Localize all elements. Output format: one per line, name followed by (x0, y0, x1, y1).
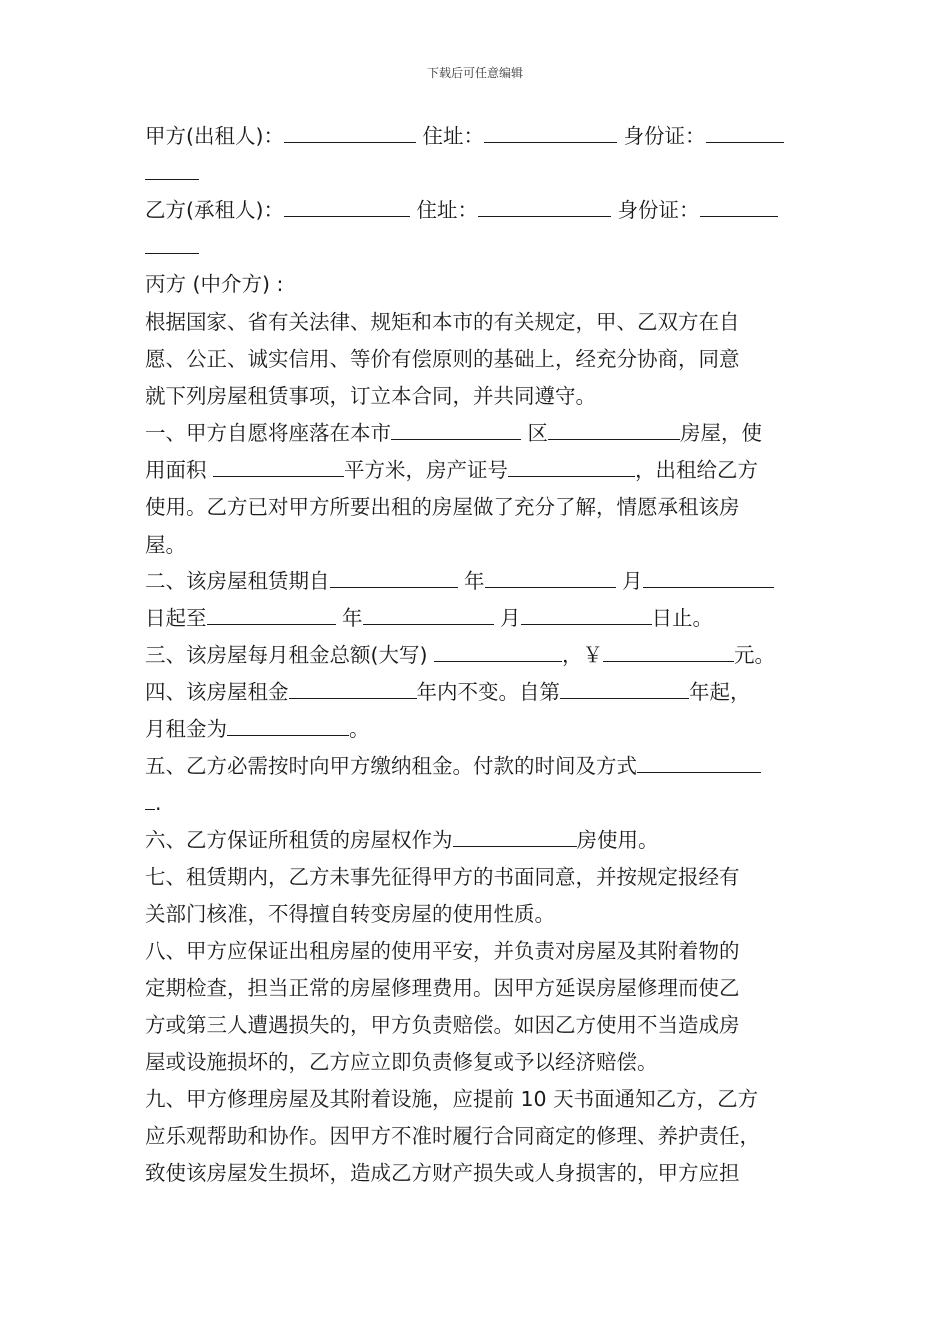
party-b-name-blank (284, 198, 410, 217)
clause-7-line-1: 七、租赁期内，乙方未事先征得甲方的书面同意，并按规定报经有 (145, 865, 740, 889)
from-year-blank (560, 680, 689, 699)
clause-2-line-1 (145, 568, 810, 594)
preamble-line-2: 愿、公正、诚实信用、等价有偿原则的基础上，经充分协商，同意 (145, 347, 740, 371)
usage-blank (453, 828, 577, 847)
payment-method-blank-cont (145, 791, 155, 810)
party-a-id-continuation (145, 160, 810, 186)
preamble-line-3: 就下列房屋租赁事项，订立本合同，并共同遵守。 (145, 384, 596, 408)
party-a-address-blank (484, 124, 617, 143)
clause-3-text: 三、该房屋每月租金总额(大写) (145, 643, 428, 667)
party-a-line (145, 123, 810, 149)
party-c-line: 丙方 (中介方) : (145, 272, 284, 296)
clause-4-line-2 (145, 716, 810, 742)
clause-7-line-2: 关部门核准，不得擅自转变房屋的使用性质。 (145, 902, 555, 926)
city-blank (391, 421, 521, 440)
district-blank (548, 421, 680, 440)
clause-4-line-1 (145, 679, 810, 705)
yuan-label: 元。 (734, 643, 776, 667)
party-b-id-continuation (145, 234, 810, 260)
party-b-line (145, 197, 810, 223)
clause-5-text: 五、乙方必需按时向甲方缴纳租金。付款的时间及方式 (145, 754, 637, 778)
rent-amount-blank (603, 643, 734, 662)
clause-4-text-3: 年起， (689, 680, 751, 704)
clause-1-line-3: 使用。乙方已对甲方所要出租的房屋做了充分了解，情愿承租该房 (145, 495, 740, 519)
clause-1-line-1 (145, 420, 810, 446)
payment-method-blank (637, 754, 761, 773)
years-fixed-blank (289, 680, 417, 699)
party-b-address-label: 住址： (416, 198, 479, 222)
party-a-id-blank (706, 124, 784, 143)
clause-1-text-end: 房屋，使 (680, 421, 763, 445)
party-a-id-label: 身份证： (623, 124, 706, 148)
party-b-id-blank (700, 198, 778, 217)
period-mark: 。 (349, 717, 370, 741)
clause-6-text: 六、乙方保证所租赁的房屋权作为 (145, 828, 453, 852)
party-a-name-blank (284, 124, 416, 143)
clause-2-line-2 (145, 605, 810, 631)
clause-8-line-2: 定期检查，担当正常的房屋修理费用。因甲方延误房屋修理而使乙 (145, 976, 740, 1000)
end-year-blank (207, 606, 336, 625)
clause-1-line-4: 屋。 (145, 533, 186, 557)
party-a-address-label: 住址： (422, 124, 485, 148)
party-a-id-blank-cont (145, 161, 199, 180)
clause-3-line (145, 642, 810, 668)
area-label: 用面积 (145, 458, 207, 482)
page-header: 下载后可任意编辑 (426, 66, 523, 80)
year-label: 年 (464, 569, 485, 593)
end-day-blank (521, 606, 652, 625)
clause-5-line-1 (145, 753, 810, 779)
certificate-blank (508, 458, 635, 477)
clause-2-text: 二、该房屋租赁期自 (145, 569, 330, 593)
clause-9-line-3: 致使该房屋发生损坏，造成乙方财产损失或人身损害的，甲方应担 (145, 1161, 740, 1185)
clause-5-line-2 (145, 790, 810, 816)
clause-8-line-3: 方或第三人遭遇损失的，甲方负责赔偿。如因乙方使用不当造成房 (145, 1013, 740, 1037)
monthly-rent-blank (227, 717, 349, 736)
yuan-symbol-label: ，￥ (562, 643, 604, 667)
clause-6-line (145, 827, 810, 853)
month-label-2: 月 (500, 606, 521, 630)
year-label-2: 年 (342, 606, 363, 630)
end-month-blank (363, 606, 494, 625)
clause-1-lease-text: ，出租给乙方 (635, 458, 759, 482)
clause-4-text-2: 年内不变。自第 (416, 680, 560, 704)
party-a-label: 甲方(出租人)： (145, 124, 284, 148)
month-label: 月 (622, 569, 643, 593)
start-month-blank (485, 569, 616, 588)
start-year-blank (330, 569, 458, 588)
party-b-id-blank-cont (145, 235, 199, 254)
party-b-id-label: 身份证： (617, 198, 700, 222)
rent-words-blank (434, 643, 562, 662)
clause-5-end-mark: . (155, 791, 162, 815)
preamble-line-1: 根据国家、省有关法律、规矩和本市的有关规定，甲、乙双方在自 (145, 310, 740, 334)
party-b-address-blank (478, 198, 611, 217)
certificate-label: 平方米，房产证号 (344, 458, 509, 482)
start-day-blank (643, 569, 774, 588)
clause-4-text: 四、该房屋租金 (145, 680, 289, 704)
area-blank (213, 458, 344, 477)
district-label: 区 (527, 421, 549, 445)
day-end-label: 日止。 (651, 606, 714, 630)
clause-6-text-end: 房使用。 (576, 828, 659, 852)
end-label: 日起至 (145, 606, 207, 630)
clause-1-text: 一、甲方自愿将座落在本市 (145, 421, 391, 445)
clause-1-line-2 (145, 457, 810, 483)
clause-9-line-2: 应乐观帮助和协作。因甲方不准时履行合同商定的修理、养护责任， (145, 1124, 760, 1148)
clause-8-line-1: 八、甲方应保证出租房屋的使用平安，并负责对房屋及其附着物的 (145, 939, 740, 963)
clause-9-line-1: 九、甲方修理房屋及其附着设施，应提前 10 天书面通知乙方，乙方 (145, 1087, 759, 1111)
clause-8-line-4: 屋或设施损坏的，乙方应立即负责修复或予以经济赔偿。 (145, 1050, 658, 1074)
monthly-rent-label: 月租金为 (145, 717, 227, 741)
party-b-label: 乙方(承租人)： (145, 198, 284, 222)
